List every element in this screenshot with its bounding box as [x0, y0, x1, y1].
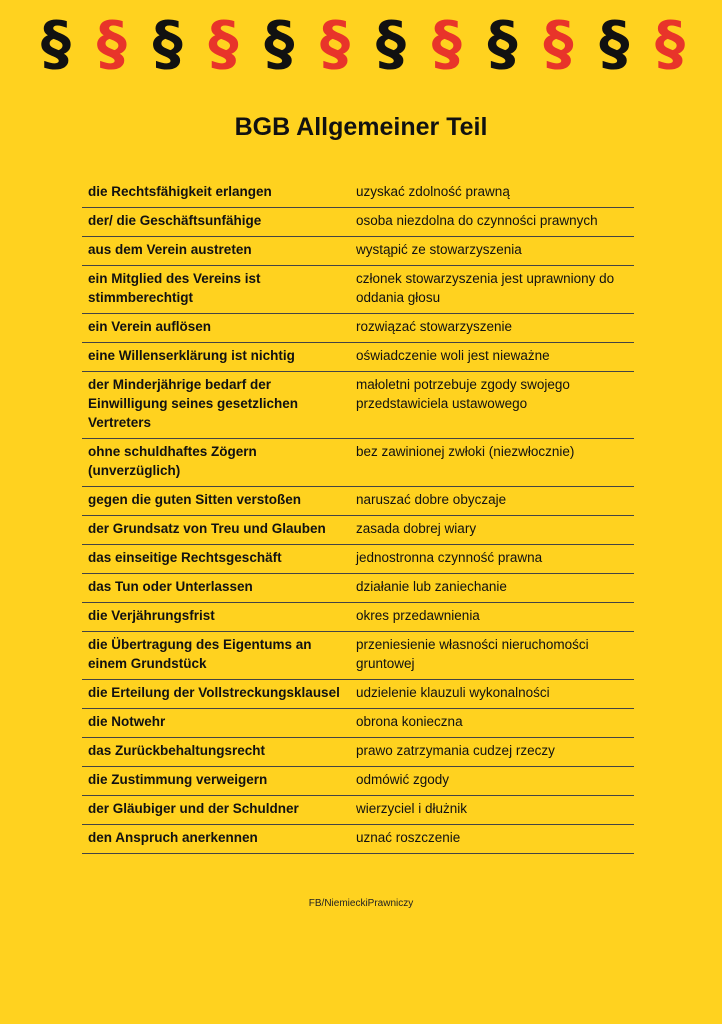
german-term: gegen die guten Sitten verstoßen — [82, 487, 350, 516]
paragraph-symbol-strip — [28, 4, 698, 84]
polish-translation: rozwiązać stowarzyszenie — [350, 314, 634, 343]
paragraph-symbol-icon: § — [264, 9, 295, 79]
table-row — [82, 343, 634, 372]
german-term: der Grundsatz von Treu und Glauben — [82, 516, 350, 545]
german-term: das Zurückbehaltungsrecht — [82, 738, 350, 767]
polish-translation: oświadczenie woli jest nieważne — [350, 343, 634, 372]
paragraph-symbol-icon: § — [375, 9, 406, 79]
german-term: ein Verein auflösen — [82, 314, 350, 343]
german-term: die Rechtsfähigkeit erlangen — [82, 179, 350, 208]
table-row — [82, 767, 634, 796]
paragraph-symbol-icon: § — [152, 9, 183, 79]
polish-translation: obrona konieczna — [350, 709, 634, 738]
polish-translation: okres przedawnienia — [350, 603, 634, 632]
table-row — [82, 709, 634, 738]
paragraph-symbol-icon: § — [96, 9, 127, 79]
table-row — [82, 545, 634, 574]
polish-translation: uznać roszczenie — [350, 825, 634, 854]
vocabulary-table — [82, 179, 634, 854]
table-row — [82, 314, 634, 343]
german-term: eine Willenserklärung ist nichtig — [82, 343, 350, 372]
german-term: ohne schuldhaftes Zögern (unverzüglich) — [82, 439, 350, 487]
german-term: der Minderjährige bedarf der Einwilligung seines gesetzlichen Vertreters — [82, 372, 350, 439]
polish-translation: małoletni potrzebuje zgody swojego przedstawiciela ustawowego — [350, 372, 634, 439]
polish-translation: udzielenie klauzuli wykonalności — [350, 680, 634, 709]
german-term: die Zustimmung verweigern — [82, 767, 350, 796]
polish-translation: uzyskać zdolność prawną — [350, 179, 634, 208]
table-row — [82, 516, 634, 545]
polish-translation: odmówić zgody — [350, 767, 634, 796]
paragraph-symbol-icon: § — [208, 9, 239, 79]
german-term: aus dem Verein austreten — [82, 237, 350, 266]
polish-translation: przeniesienie własności nieruchomości gruntowej — [350, 632, 634, 680]
polish-translation: naruszać dobre obyczaje — [350, 487, 634, 516]
paragraph-symbol-icon: § — [431, 9, 462, 79]
german-term: das Tun oder Unterlassen — [82, 574, 350, 603]
polish-translation: osoba niezdolna do czynności prawnych — [350, 208, 634, 237]
table-row — [82, 603, 634, 632]
table-row — [82, 266, 634, 314]
table-row — [82, 680, 634, 709]
page-title: BGB Allgemeiner Teil — [234, 113, 488, 141]
table-row — [82, 487, 634, 516]
polish-translation: bez zawinionej zwłoki (niezwłocznie) — [350, 439, 634, 487]
table-row — [82, 372, 634, 439]
table-row — [82, 439, 634, 487]
table-row — [82, 825, 634, 854]
german-term: die Notwehr — [82, 709, 350, 738]
polish-translation: działanie lub zaniechanie — [350, 574, 634, 603]
table-row — [82, 796, 634, 825]
polish-translation: wystąpić ze stowarzyszenia — [350, 237, 634, 266]
german-term: der/ die Geschäftsunfähige — [82, 208, 350, 237]
polish-translation: członek stowarzyszenia jest uprawniony do oddania głosu — [350, 266, 634, 314]
paragraph-symbol-icon: § — [487, 9, 518, 79]
table-row — [82, 237, 634, 266]
german-term: die Übertragung des Eigentums an einem Grundstück — [82, 632, 350, 680]
paragraph-symbol-icon: § — [40, 9, 71, 79]
table-row — [82, 208, 634, 237]
german-term: die Erteilung der Vollstreckungsklausel — [82, 680, 350, 709]
german-term: ein Mitglied des Vereins ist stimmberechtigt — [82, 266, 350, 314]
paragraph-symbol-icon: § — [320, 9, 351, 79]
polish-translation: zasada dobrej wiary — [350, 516, 634, 545]
table-row — [82, 179, 634, 208]
german-term: der Gläubiger und der Schuldner — [82, 796, 350, 825]
polish-translation: jednostronna czynność prawna — [350, 545, 634, 574]
polish-translation: prawo zatrzymania cudzej rzeczy — [350, 738, 634, 767]
german-term: den Anspruch anerkennen — [82, 825, 350, 854]
table-row — [82, 738, 634, 767]
footer-credit: FB/NiemieckiPrawniczy — [308, 898, 414, 909]
table-row — [82, 574, 634, 603]
table-row — [82, 632, 634, 680]
paragraph-symbol-icon: § — [599, 9, 630, 79]
german-term: die Verjährungsfrist — [82, 603, 350, 632]
paragraph-symbol-icon: § — [543, 9, 574, 79]
german-term: das einseitige Rechtsgeschäft — [82, 545, 350, 574]
polish-translation: wierzyciel i dłużnik — [350, 796, 634, 825]
paragraph-symbol-icon: § — [655, 9, 686, 79]
